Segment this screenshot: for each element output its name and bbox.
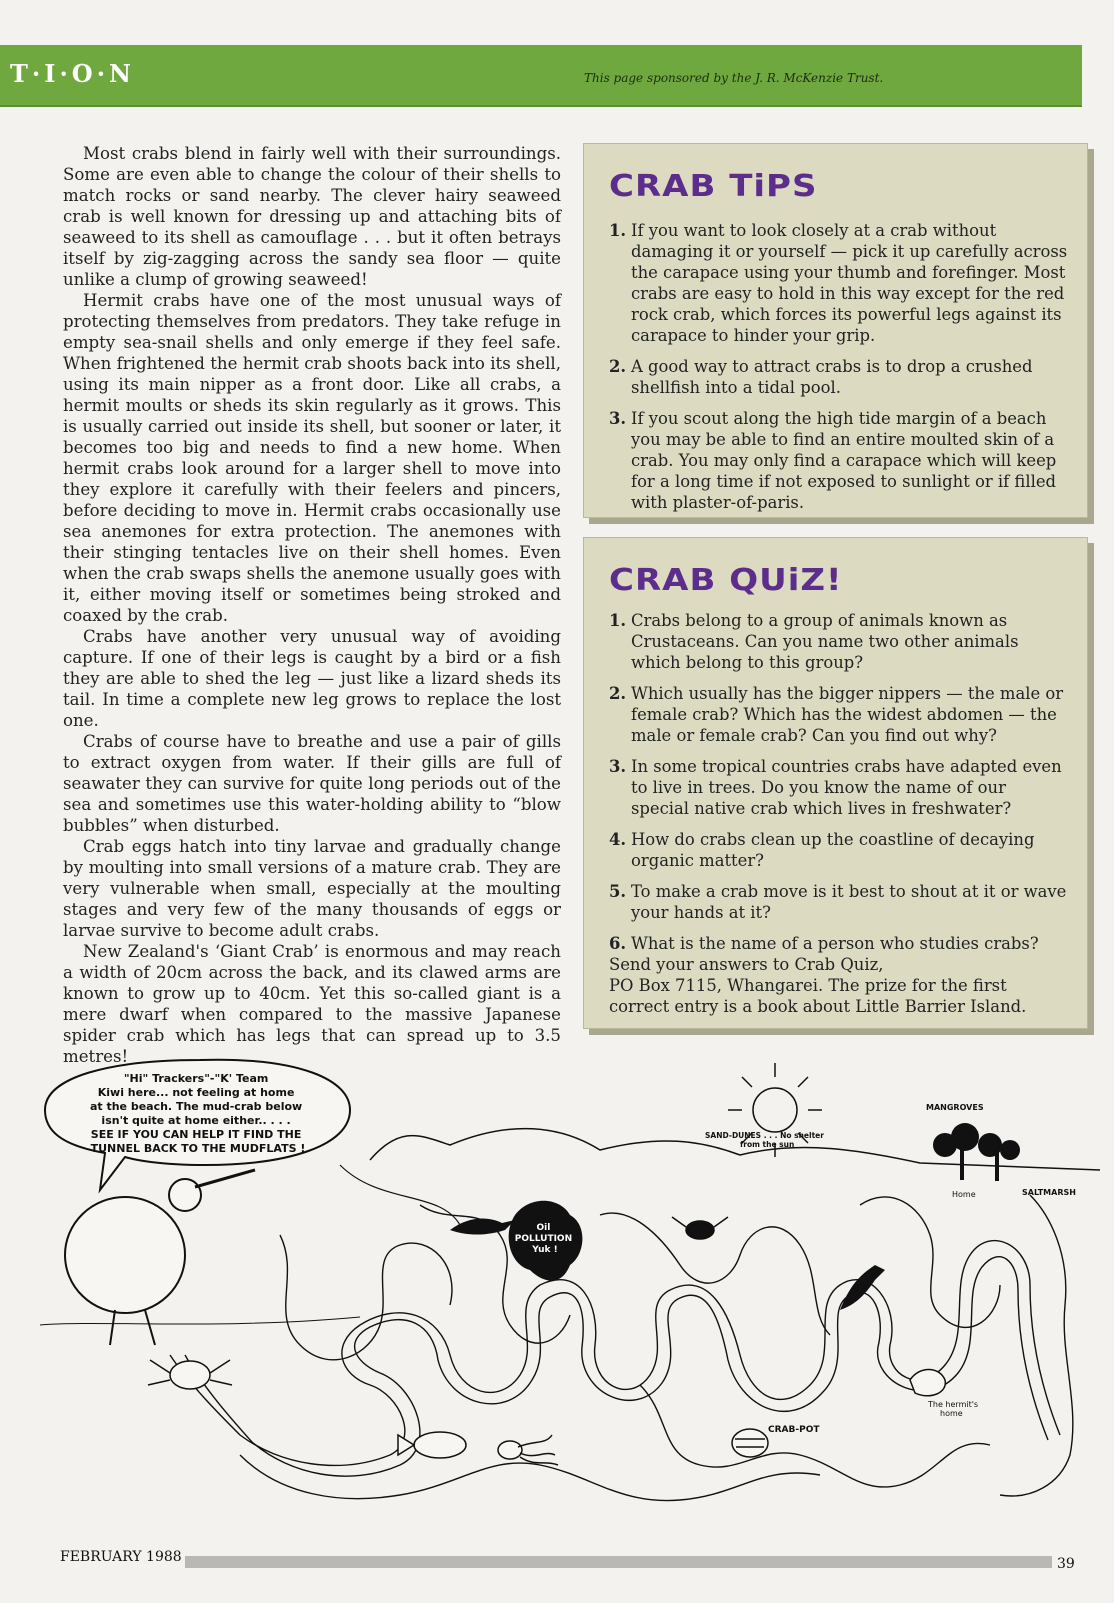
quiz-item: 5. To make a crab move is it best to shout at it or wave your hands at it? <box>609 882 1067 922</box>
crab-quiz-heading: CRAB QUiZ! <box>609 562 843 598</box>
hermit-home-label: The hermit's home <box>928 1400 979 1418</box>
speech-line: Kiwi here... not feeling at home <box>97 1086 295 1099</box>
quiz-address: PO Box 7115, Whangarei. The prize for the first correct entry is a book about Little Barrier Island. <box>609 976 1027 1016</box>
quiz-item: 4. How do crabs clean up the coastline of decaying organic matter? <box>609 830 1035 870</box>
mangrove-tree-icon <box>933 1123 1020 1181</box>
quiz-send-line: Send your answers to Crab Quiz, <box>609 955 884 974</box>
article-paragraph: Most crabs blend in fairly well with their surroundings. Some are even able to change the colour of their shells to match rocks or sand nearby. The clever hairy seaweed crab is well known for dressing up and attaching bits of seaweed to its shell as camouflage . . . but it often betrays itself by zig-zagging across the sandy sea floor — quite unlike a clump of growing seaweed! <box>63 144 561 289</box>
section-title: T·I·O·N <box>10 59 135 88</box>
sand-dunes-label: SAND-DUNES . . . No shelter from the sun <box>705 1131 824 1149</box>
home-label: Home <box>952 1190 976 1199</box>
quiz-item: 2. Which usually has the bigger nippers — the male or female crab? Which has the widest abdomen — the male or female crab? Can you find out why? <box>609 684 1064 745</box>
tip-item: 1. If you want to look closely at a crab without damaging it or yourself — pick it up carefully across the carapace using your thumb and forefinger. Most crabs are easy to hold in this way except for the red rock crab, which forces its powerful legs against its carapace to hinder your grip. <box>609 221 1068 345</box>
quiz-item: 1. Crabs belong to a group of animals known as Crustaceans. Can you name two other animals which belong to this group? <box>609 611 1019 672</box>
hermit-shell-icon <box>910 1369 945 1395</box>
fish-icon <box>398 1432 466 1458</box>
kiwi-icon <box>40 1170 360 1345</box>
maze-illustration <box>40 1055 1114 1520</box>
quiz-item: 3. In some tropical countries crabs have adapted even to live in trees. Do you know the name of our special native crab which lives in freshwater? <box>609 757 1062 818</box>
maze-paths <box>170 1195 1073 1501</box>
crab-tips-box <box>583 143 1088 518</box>
speech-line: at the beach. The mud-crab below <box>89 1100 303 1113</box>
tip-item: 2. A good way to attract crabs is to drop a crushed shellfish into a tidal pool. <box>609 357 1033 397</box>
tip-item: 3. If you scout along the high tide margin of a beach you may be able to find an entire moulted skin of a crab. You may only find a carapace which will keep for a long time if not exposed to sunlight or if filled with plaster-of-paris. <box>609 409 1057 512</box>
speech-line: "Hi" Trackers"-"K' Team <box>123 1072 269 1085</box>
quiz-item: 6. What is the name of a person who studies crabs? <box>609 934 1039 953</box>
speech-line: TUNNEL BACK TO THE MUDFLATS ! <box>90 1142 306 1155</box>
bird-icon <box>450 1219 515 1235</box>
article-paragraph: Crabs have another very unusual way of avoiding capture. If one of their legs is caught by a bird or a fish they are able to shed the leg — just like a lizard sheds its tail. In time a complete new leg grows to replace the lost one. <box>63 627 561 730</box>
quiz-list <box>609 610 1069 954</box>
article-paragraph: New Zealand's ‘Giant Crab’ is enormous and may reach a width of 20cm across the back, and its clawed arms are known to grow up to 40cm. Yet this so-called giant is a mere dwarf when compared to the massive Japanese spider crab which has legs that can spread up to 3.5 metres! <box>63 942 561 1066</box>
tips-list <box>609 220 1069 513</box>
crab-tips-heading: CRAB TiPS <box>609 168 818 204</box>
saltmarsh-label: SALTMARSH <box>1022 1188 1076 1197</box>
article-paragraph: Crab eggs hatch into tiny larvae and gradually change by moulting into small versions of a mature crab. They are very vulnerable when small, especially at the moulting stages and very few of the many thousands of eggs or larvae survive to become adult crabs. <box>63 837 561 940</box>
article-text <box>63 143 561 1067</box>
footer-rule <box>185 1556 1052 1568</box>
oil-pollution-icon <box>509 1201 583 1281</box>
crab-pot-label: CRAB-POT <box>768 1425 820 1435</box>
mangroves-label: MANGROVES <box>926 1103 984 1112</box>
crab-icon <box>672 1217 728 1239</box>
crab-pot-icon <box>732 1429 768 1457</box>
sponsor-note: This page sponsored by the J. R. McKenzie Trust. <box>584 71 884 85</box>
article-paragraph: Crabs of course have to breathe and use a pair of gills to extract oxygen from water. If their gills are full of seawater they can survive for quite long periods out of the sea and sometimes use this water-holding ability to “blow bubbles” when disturbed. <box>63 732 561 835</box>
octopus-icon <box>498 1435 558 1465</box>
speech-line: isn't quite at home either.. . . . <box>101 1114 291 1127</box>
issue-date: FEBRUARY 1988 <box>60 1549 182 1565</box>
svg-text:Oil POLLUTION Yuk: Oil POLLUTION Yuk ! <box>514 1223 573 1255</box>
mud-crab-icon <box>148 1360 232 1389</box>
section-banner <box>0 45 1082 107</box>
speech-bubble <box>45 1060 350 1190</box>
page-number: 39 <box>1057 1556 1075 1572</box>
article-paragraph: Hermit crabs have one of the most unusual ways of protecting themselves from predators. They take refuge in empty sea-snail shells and only emerge if they feel safe. When frightened the hermit crab shoots back into its shell, using its main nipper as a front door. Like all crabs, a hermit moults or sheds its skin regularly as it grows. This is usually carried out inside its shell, but sooner or later, it becomes too big and needs to find a new home. When hermit crabs look around for a larger shell to move into they explore it carefully with their feelers and pincers, before deciding to move in. Hermit crabs occasionally use sea anemones for extra protection. The anemones with their stinging tentacles live on their shell homes. Even when the crab swaps shells the anemone usually goes with it, either moving itself or sometimes being stroked and coaxed by the crab. <box>63 291 561 625</box>
diving-bird-icon <box>840 1265 885 1310</box>
crab-quiz-box <box>583 537 1088 1029</box>
speech-line: SEE IF YOU CAN HELP IT FIND THE <box>90 1128 302 1141</box>
